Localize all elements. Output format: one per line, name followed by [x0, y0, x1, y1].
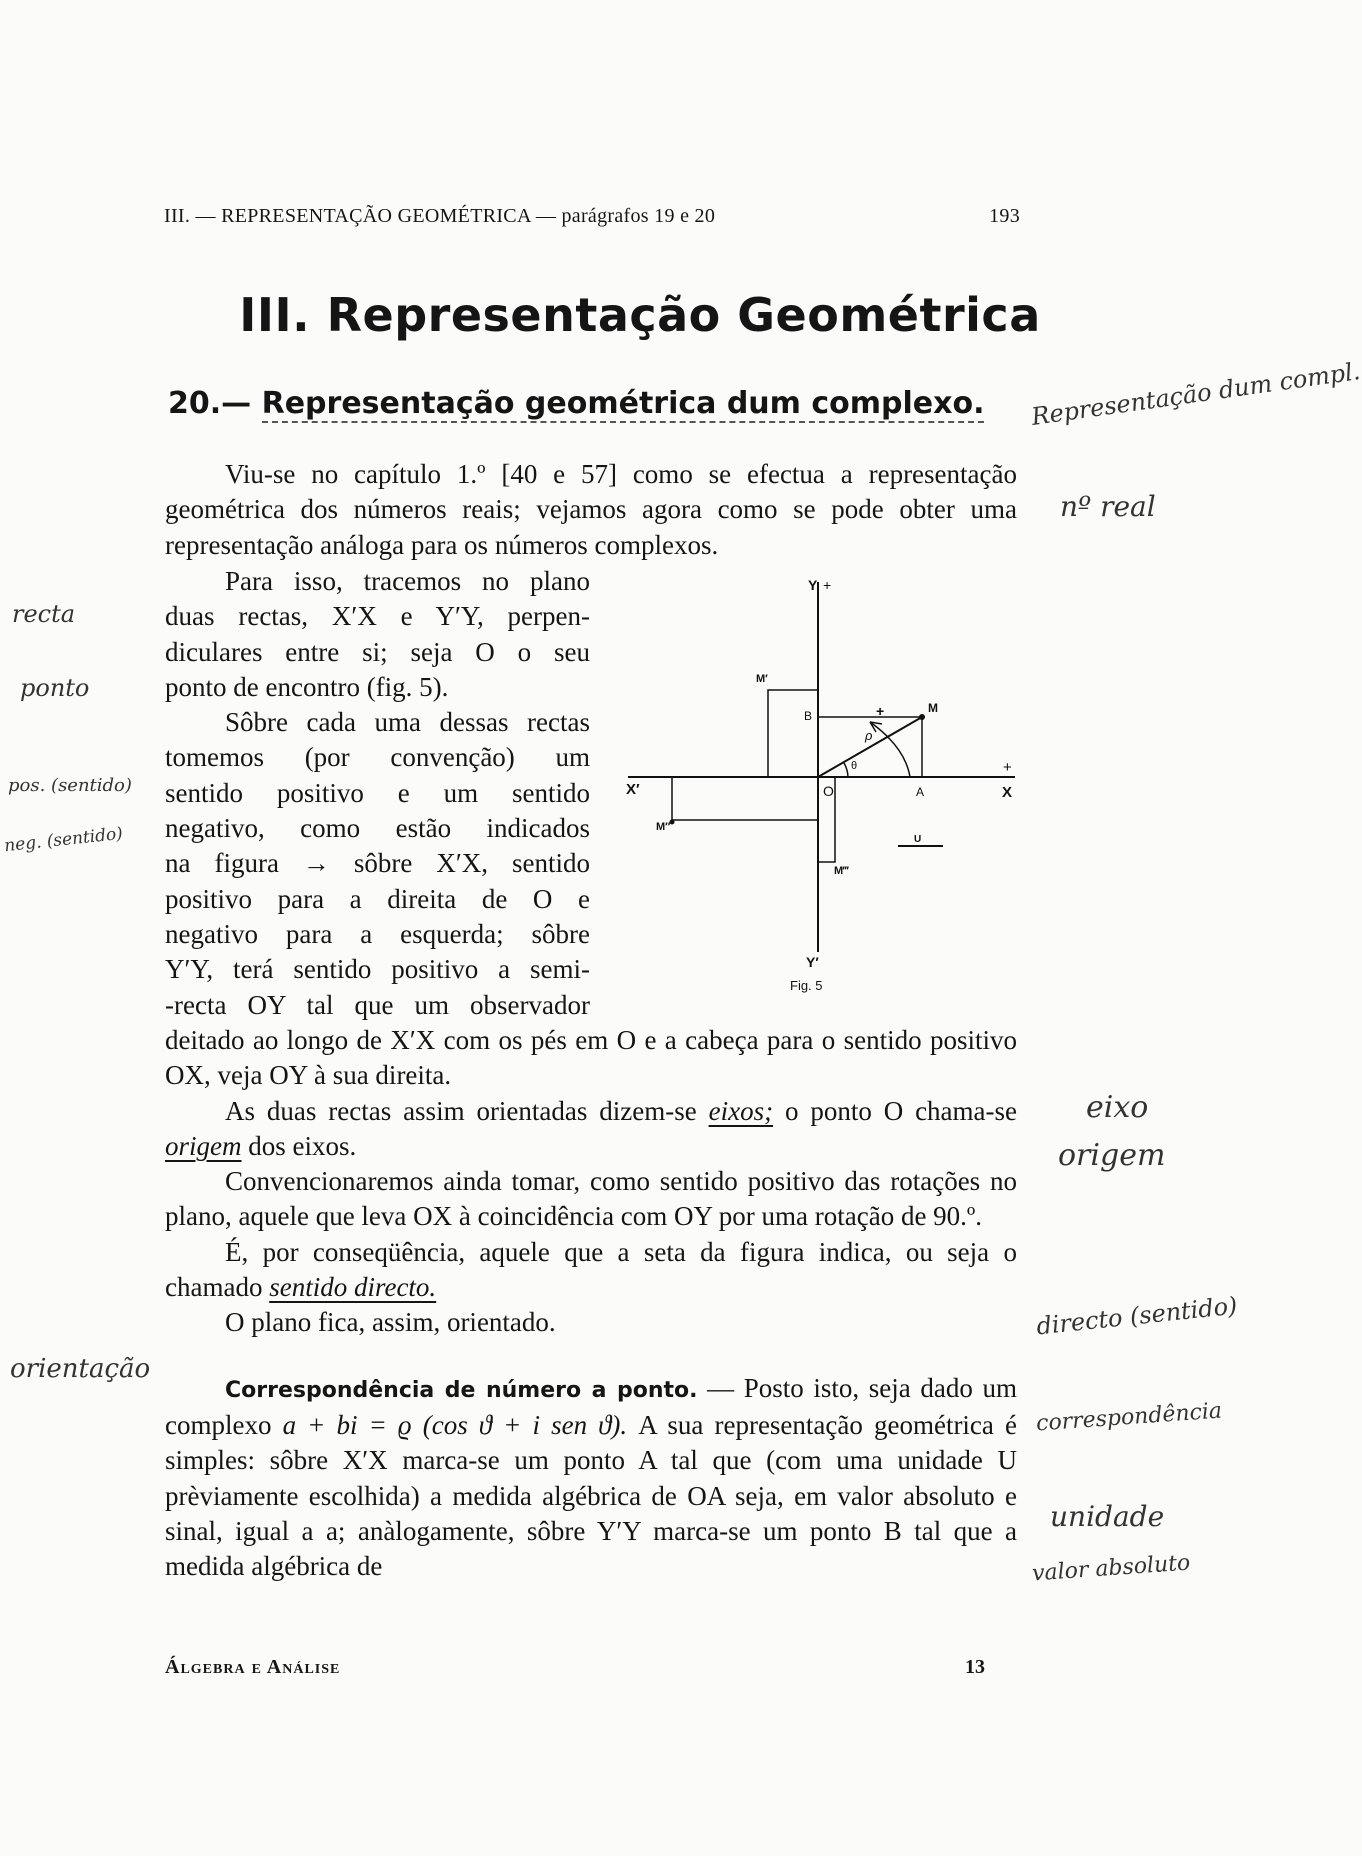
running-head	[164, 205, 1020, 228]
label-unit: U	[914, 834, 922, 845]
section-number: 20.	[168, 386, 222, 421]
p8-text-a: — Posto isto, seja dado um complexo	[165, 1372, 1017, 1440]
running-title: III. — REPRESENTAÇÃO GEOMÉTRICA — parágrafos 19 e 20	[164, 205, 716, 227]
label-m3: M‴	[834, 865, 849, 877]
note-recta: recta	[12, 600, 76, 628]
label-m1: M′	[756, 673, 768, 685]
paragraph-8	[165, 1371, 1017, 1585]
label-arrow-plus: +	[876, 703, 885, 719]
p3-line-9: -recta OY tal que um observador	[165, 989, 590, 1020]
point-m	[919, 714, 925, 720]
label-y-neg: Y′	[806, 954, 819, 970]
p4-text-a: As duas rectas assim orientadas dizem-se	[225, 1095, 709, 1126]
note-eixo: eixo	[1086, 1090, 1149, 1125]
p3-line-2: tomemos (por convenção) um	[165, 742, 590, 773]
paragraph-4	[165, 1094, 1017, 1165]
p3-line-7: negativo para a esquerda; sôbre	[165, 918, 590, 949]
note-unidade: unidade	[1050, 1500, 1165, 1533]
main-text	[165, 1023, 1017, 1584]
p4-text-c: dos eixos.	[241, 1130, 357, 1161]
figure-caption: Fig. 5	[790, 978, 823, 993]
label-x-neg: X′	[626, 781, 640, 798]
note-directo: directo (sentido)	[1035, 1291, 1239, 1341]
note-representacao: Representação dum compl.	[1029, 357, 1362, 431]
rotation-arc	[870, 722, 910, 777]
paragraph-6	[165, 1235, 1017, 1306]
label-a: A	[916, 785, 925, 799]
paragraph-5: Convencionaremos ainda tomar, como sentido positivo das rotações no plano, aquele que leva OX à coincidência com OY por uma rotação de 90.º.	[165, 1166, 1017, 1232]
p6-term: sentido directo.	[269, 1272, 437, 1303]
figure-5	[620, 572, 1020, 1002]
p2-line-2: duas rectas, X′X e Y′Y, perpen-	[165, 601, 590, 632]
p2-line-4: ponto de encontro (fig. 5).	[165, 671, 449, 702]
complex-formula: a + bi = ϱ (cos ϑ + i sen ϑ).	[282, 1409, 628, 1440]
note-ponto: ponto	[20, 674, 90, 702]
label-rho: ρ	[865, 728, 873, 743]
note-origem: origem	[1058, 1138, 1166, 1173]
label-x-plus: +	[1003, 759, 1012, 776]
label-y-plus: +	[823, 577, 832, 593]
p4-term-origem: origem	[165, 1130, 242, 1161]
footer-book-title: Álgebra e Análise	[165, 1656, 341, 1678]
note-valor-absoluto: valor absoluto	[1031, 1550, 1192, 1587]
section-heading	[168, 386, 984, 421]
p3-line-8: Y′Y, terá sentido positivo a semi-	[165, 954, 590, 985]
p3-line-6: positivo para a direita de O e	[165, 883, 590, 914]
label-theta: θ	[851, 760, 858, 772]
paragraph-intro	[165, 457, 1017, 563]
p2-line-3: diculares entre si; seja O o seu	[165, 636, 590, 667]
note-orientacao: orientação	[10, 1354, 151, 1384]
subsection-heading: Correspondência de número a ponto.	[225, 1377, 698, 1403]
p3-line-5: na figura → sôbre X′X, sentido	[165, 848, 590, 879]
p4-term-eixos: eixos;	[708, 1095, 774, 1126]
p3-line-1: Sôbre cada uma dessas rectas	[225, 707, 590, 738]
p8-text-b: A sua representação geométrica é simples: sôbre X′X marca-se um ponto A tal que (com uma unidade U prèviamente escolhida) a medida algébrica de OA seja, em valor absoluto e sinal, igual a a; anàlogamente, sôbre Y′Y marca-se um ponto B tal que a medida algébrica de	[165, 1409, 1017, 1582]
rect-m2	[672, 777, 818, 820]
label-m2: M″	[656, 821, 671, 833]
note-sentido-positivo: pos. (sentido)	[8, 775, 132, 796]
p4-text-b: o ponto O chama-se	[773, 1095, 1018, 1126]
label-origin: O	[823, 783, 834, 799]
narrow-column	[165, 564, 590, 1023]
label-b: B	[804, 709, 813, 723]
label-x: X	[1002, 784, 1013, 801]
p2-line-1: Para isso, tracemos no plano	[225, 566, 590, 596]
p3-line-3: sentido positivo e um sentido	[165, 777, 590, 808]
chapter-title: III. Representação Geométrica	[239, 288, 1041, 342]
theta-arc	[844, 763, 848, 777]
page-number: 193	[989, 205, 1020, 227]
footer	[165, 1656, 985, 1679]
p6-text: É, por conseqüência, aquele que a seta da figura indica, ou seja o chamado	[165, 1236, 1017, 1303]
rect-m1	[768, 690, 818, 777]
section-dash: —	[221, 386, 252, 421]
footer-signature: 13	[965, 1656, 985, 1678]
section-title: Representação geométrica dum complexo.	[261, 386, 985, 421]
note-sentido-negativo: neg. (sentido)	[3, 823, 124, 857]
paragraph-1: Viu-se no capítulo 1.º [40 e 57] como se efectua a representação geométrica dos números reais; vejamos agora como se pode obter uma representação análoga para os números complexos.	[165, 459, 1017, 560]
label-m: M	[928, 701, 938, 715]
note-correspondencia: correspondência	[1035, 1398, 1223, 1437]
p3-rest: deitado ao longo de X′X com os pés em O e a cabeça para o sentido positivo OX, veja OY à sua direita.	[165, 1025, 1017, 1091]
label-y: Y	[808, 577, 818, 593]
p3-line-4: negativo, como estão indicados	[165, 813, 590, 844]
paragraph-7: O plano fica, assim, orientado.	[225, 1307, 556, 1338]
note-numero-real: nº real	[1060, 490, 1156, 523]
vector-om	[818, 717, 922, 777]
spacer	[165, 1341, 1017, 1371]
